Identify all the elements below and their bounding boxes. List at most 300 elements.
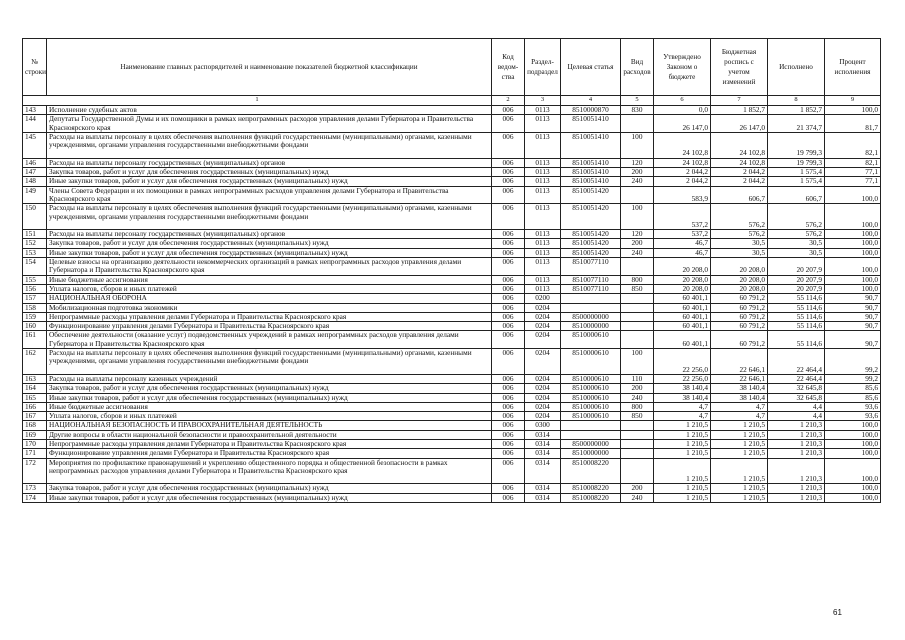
row-name: Исполнение судебных актов [47,106,492,115]
row-number: 151 [23,230,47,239]
budget-list-amount: 4,7 [711,402,768,411]
row-name: Иные бюджетные ассигнования [47,275,492,284]
department-code: 006 [492,439,525,448]
budget-list-amount: 24 102,8 [711,158,768,167]
target-item-code: 8510008220 [561,493,621,502]
section-code: 0204 [525,393,561,402]
table-row [23,275,881,284]
department-code: 006 [492,349,525,375]
row-name: Уплата налогов, сборов и иных платежей [47,412,492,421]
execution-percent: 90,7 [825,322,881,331]
expense-type-code [621,458,654,484]
approved-amount: 1 210,5 [654,484,711,493]
approved-amount: 46,7 [654,248,711,257]
executed-amount: 55 114,6 [768,322,825,331]
budget-list-amount: 60 791,2 [711,322,768,331]
target-item-code: 8510051410 [561,177,621,186]
execution-percent: 100,0 [825,421,881,430]
executed-amount: 19 799,3 [768,158,825,167]
execution-percent: 85,6 [825,384,881,393]
execution-percent: 100,0 [825,239,881,248]
executed-amount: 1 210,3 [768,439,825,448]
table-row [23,106,881,115]
expense-type-code: 800 [621,275,654,284]
department-code: 006 [492,412,525,421]
row-number: 148 [23,177,47,186]
expense-type-code [621,430,654,439]
table-row [23,177,881,186]
department-code: 006 [492,374,525,383]
row-name: Мероприятия по профилактике правонарушений и укреплению общественного порядка и общественной безопасности в рамках непрограммных расходов управления делами Губернатора и Правительства Красноярского края [47,458,492,484]
budget-list-amount: 60 791,2 [711,331,768,349]
table-row [23,186,881,204]
execution-percent: 100,0 [825,275,881,284]
header-approved: Утверждено Законом о бюджете [654,39,711,96]
department-code: 006 [492,484,525,493]
execution-percent: 100,0 [825,449,881,458]
execution-percent: 90,7 [825,303,881,312]
expense-type-code: 240 [621,177,654,186]
table-row [23,284,881,293]
target-item-code: 8510000610 [561,412,621,421]
expense-type-code: 100 [621,349,654,375]
approved-amount: 0,0 [654,106,711,115]
table-row [23,294,881,303]
approved-amount: 46,7 [654,239,711,248]
target-item-code: 8510000610 [561,393,621,402]
execution-percent: 99,2 [825,374,881,383]
execution-percent: 100,0 [825,493,881,502]
expense-type-code [621,303,654,312]
expense-type-code [621,312,654,321]
budget-execution-table-sheet [22,38,880,503]
column-number: 4 [561,96,621,106]
target-item-code [561,294,621,303]
execution-percent: 81,7 [825,115,881,133]
section-code: 0204 [525,384,561,393]
target-item-code [561,303,621,312]
row-number: 167 [23,412,47,421]
row-name: Закупка товаров, работ и услуг для обеспечения государственных (муниципальных) нужд [47,168,492,177]
approved-amount: 2 044,2 [654,168,711,177]
department-code: 006 [492,294,525,303]
budget-list-amount: 1 210,5 [711,430,768,439]
executed-amount: 21 374,7 [768,115,825,133]
section-code: 0204 [525,322,561,331]
row-number: 170 [23,439,47,448]
department-code: 006 [492,458,525,484]
header-target-item: Целевая статья [561,39,621,96]
row-number: 169 [23,430,47,439]
department-code: 006 [492,239,525,248]
row-name: Иные закупки товаров, работ и услуг для обеспечения государственных (муниципальных) нужд [47,493,492,502]
row-number: 152 [23,239,47,248]
target-item-code: 8510000610 [561,402,621,411]
section-code: 0113 [525,168,561,177]
execution-percent: 99,2 [825,349,881,375]
execution-percent: 100,0 [825,204,881,230]
expense-type-code: 850 [621,412,654,421]
column-number: 9 [825,96,881,106]
header-executed: Исполнено [768,39,825,96]
executed-amount: 606,7 [768,186,825,204]
table-row [23,331,881,349]
section-code: 0113 [525,230,561,239]
executed-amount: 55 114,6 [768,294,825,303]
execution-percent: 77,1 [825,168,881,177]
expense-type-code: 830 [621,106,654,115]
approved-amount: 20 208,0 [654,284,711,293]
table-row [23,374,881,383]
executed-amount: 22 464,4 [768,374,825,383]
row-name: Расходы на выплаты персоналу государственных (муниципальных) органов [47,158,492,167]
executed-amount: 1 210,3 [768,493,825,502]
executed-amount: 1 210,3 [768,458,825,484]
approved-amount: 4,7 [654,412,711,421]
expense-type-code: 200 [621,168,654,177]
approved-amount: 537,2 [654,204,711,230]
budget-list-amount: 26 147,0 [711,115,768,133]
budget-list-amount: 1 210,5 [711,493,768,502]
department-code: 006 [492,312,525,321]
execution-percent: 100,0 [825,430,881,439]
expense-type-code: 240 [621,393,654,402]
approved-amount: 1 210,5 [654,493,711,502]
row-number: 149 [23,186,47,204]
section-code: 0314 [525,430,561,439]
executed-amount: 55 114,6 [768,303,825,312]
table-row [23,204,881,230]
section-code: 0314 [525,449,561,458]
row-number: 173 [23,484,47,493]
expense-type-code: 200 [621,239,654,248]
table-row [23,248,881,257]
target-item-code: 8510051410 [561,132,621,158]
section-code: 0113 [525,248,561,257]
department-code: 006 [492,132,525,158]
row-number: 172 [23,458,47,484]
section-code: 0314 [525,439,561,448]
section-code: 0113 [525,239,561,248]
row-number: 161 [23,331,47,349]
section-code: 0204 [525,331,561,349]
approved-amount: 20 208,0 [654,258,711,276]
row-name: Обеспечение деятельности (оказание услуг) подведомственных учреждений в рамках непрограммных расходов управления делами Губернатора и Правительства Красноярского края [47,331,492,349]
budget-list-amount: 30,5 [711,239,768,248]
row-name: Другие вопросы в области национальной безопасности и правоохранительной деятельности [47,430,492,439]
execution-percent: 77,1 [825,177,881,186]
approved-amount: 1 210,5 [654,458,711,484]
row-number: 150 [23,204,47,230]
budget-list-amount: 2 044,2 [711,177,768,186]
section-code: 0113 [525,177,561,186]
row-number: 162 [23,349,47,375]
expense-type-code: 240 [621,248,654,257]
row-name: Расходы на выплаты персоналу в целях обеспечения выполнения функций государственными (муниципальными) органами, казенными учреждениями, органами управления государственными внебюджетными фондами [47,204,492,230]
approved-amount: 1 210,5 [654,421,711,430]
table-row [23,493,881,502]
row-name: Функционирование управления делами Губернатора и Правительства Красноярского края [47,322,492,331]
header-percent: Процент исполнения [825,39,881,96]
section-code: 0113 [525,204,561,230]
target-item-code: 8510077110 [561,275,621,284]
executed-amount: 55 114,6 [768,331,825,349]
row-name: НАЦИОНАЛЬНАЯ БЕЗОПАСНОСТЬ И ПРАВООХРАНИТЕЛЬНАЯ ДЕЯТЕЛЬНОСТЬ [47,421,492,430]
row-name: Иные закупки товаров, работ и услуг для обеспечения государственных (муниципальных) нужд [47,248,492,257]
table-row [23,402,881,411]
expense-type-code: 110 [621,374,654,383]
department-code: 006 [492,322,525,331]
target-item-code: 8510000610 [561,384,621,393]
approved-amount: 60 401,1 [654,294,711,303]
row-name: Расходы на выплаты персоналу в целях обеспечения выполнения функций государственными (муниципальными) органами, казенными учреждениями, органами управления государственными внебюджетными фондами [47,132,492,158]
target-item-code: 8510051420 [561,239,621,248]
table-row [23,312,881,321]
target-item-code: 8510000870 [561,106,621,115]
table-row [23,439,881,448]
department-code: 006 [492,284,525,293]
budget-list-amount: 1 210,5 [711,484,768,493]
executed-amount: 1 210,3 [768,421,825,430]
expense-type-code: 200 [621,484,654,493]
budget-list-amount: 22 646,1 [711,374,768,383]
approved-amount: 38 140,4 [654,393,711,402]
table-row [23,258,881,276]
row-name: Закупка товаров, работ и услуг для обеспечения государственных (муниципальных) нужд [47,239,492,248]
department-code: 006 [492,177,525,186]
execution-percent: 100,0 [825,186,881,204]
budget-list-amount: 606,7 [711,186,768,204]
row-number: 165 [23,393,47,402]
executed-amount: 1 575,4 [768,168,825,177]
expense-type-code: 120 [621,158,654,167]
column-number: 7 [711,96,768,106]
budget-list-amount: 20 208,0 [711,275,768,284]
executed-amount: 1 210,3 [768,449,825,458]
header-department-code: Код ведом-ства [492,39,525,96]
department-code: 006 [492,449,525,458]
department-code: 006 [492,106,525,115]
row-number: 156 [23,284,47,293]
approved-amount: 60 401,1 [654,312,711,321]
row-number: 159 [23,312,47,321]
expense-type-code: 800 [621,402,654,411]
target-item-code: 8510008220 [561,484,621,493]
expense-type-code [621,258,654,276]
expense-type-code [621,115,654,133]
expense-type-code [621,186,654,204]
section-code: 0113 [525,186,561,204]
target-item-code: 8510051410 [561,115,621,133]
section-code: 0113 [525,158,561,167]
target-item-code: 8510051420 [561,204,621,230]
execution-percent: 100,0 [825,106,881,115]
approved-amount: 24 102,8 [654,132,711,158]
row-name: Иные бюджетные ассигнования [47,402,492,411]
department-code: 006 [492,158,525,167]
budget-list-amount: 38 140,4 [711,384,768,393]
budget-list-amount: 1 210,5 [711,421,768,430]
execution-percent: 82,1 [825,132,881,158]
section-code: 0314 [525,493,561,502]
header-expense-type: Вид расходов [621,39,654,96]
table-header-row [23,39,881,96]
department-code: 006 [492,275,525,284]
budget-list-amount: 22 646,1 [711,349,768,375]
budget-list-amount: 30,5 [711,248,768,257]
department-code: 006 [492,384,525,393]
row-name: Уплата налогов, сборов и иных платежей [47,284,492,293]
row-number: 155 [23,275,47,284]
execution-percent: 85,6 [825,393,881,402]
section-code: 0204 [525,312,561,321]
page-number: 61 [833,608,842,617]
approved-amount: 60 401,1 [654,303,711,312]
expense-type-code: 850 [621,284,654,293]
department-code: 006 [492,168,525,177]
target-item-code: 8510000000 [561,322,621,331]
table-row [23,349,881,375]
executed-amount: 576,2 [768,230,825,239]
target-item-code: 8510000000 [561,449,621,458]
row-name: Расходы на выплаты персоналу казенных учреждений [47,374,492,383]
approved-amount: 4,7 [654,402,711,411]
department-code: 006 [492,115,525,133]
executed-amount: 55 114,6 [768,312,825,321]
target-item-code [561,421,621,430]
table-row [23,230,881,239]
section-code: 0113 [525,258,561,276]
header-name: Наименование главных распорядителей и наименование показателей бюджетной классификации [47,39,492,96]
executed-amount: 32 645,8 [768,393,825,402]
section-code: 0113 [525,284,561,293]
table-row [23,449,881,458]
column-number: 6 [654,96,711,106]
budget-list-amount: 1 210,5 [711,449,768,458]
column-number: 2 [492,96,525,106]
section-code: 0204 [525,374,561,383]
execution-percent: 100,0 [825,458,881,484]
target-item-code: 8510051410 [561,158,621,167]
table-row [23,384,881,393]
executed-amount: 20 207,9 [768,258,825,276]
execution-percent: 100,0 [825,258,881,276]
table-row [23,132,881,158]
budget-list-amount: 576,2 [711,230,768,239]
budget-list-amount: 20 208,0 [711,258,768,276]
target-item-code: 8510051420 [561,230,621,239]
expense-type-code: 120 [621,230,654,239]
executed-amount: 1 575,4 [768,177,825,186]
row-number: 166 [23,402,47,411]
row-number: 160 [23,322,47,331]
budget-list-amount: 1 852,7 [711,106,768,115]
section-code: 0113 [525,115,561,133]
expense-type-code: 240 [621,493,654,502]
row-name: Иные закупки товаров, работ и услуг для обеспечения государственных (муниципальных) нужд [47,393,492,402]
budget-list-amount: 60 791,2 [711,303,768,312]
budget-list-amount: 24 102,8 [711,132,768,158]
row-name: Целевые взносы на организацию деятельности некоммерческих организаций в рамках непрограммных расходов управления делами Губернатора и Правительства Красноярского края [47,258,492,276]
execution-percent: 100,0 [825,484,881,493]
table-row [23,168,881,177]
row-number: 145 [23,132,47,158]
target-item-code: 8510000610 [561,374,621,383]
expense-type-code [621,439,654,448]
execution-percent: 90,7 [825,312,881,321]
section-code: 0204 [525,349,561,375]
department-code: 006 [492,331,525,349]
target-item-code: 8510000610 [561,331,621,349]
row-number: 146 [23,158,47,167]
budget-execution-table [22,38,881,503]
execution-percent: 100,0 [825,230,881,239]
row-number: 164 [23,384,47,393]
executed-amount: 32 645,8 [768,384,825,393]
expense-type-code [621,331,654,349]
table-row [23,158,881,167]
target-item-code: 8510000610 [561,349,621,375]
execution-percent: 82,1 [825,158,881,167]
table-row [23,484,881,493]
execution-percent: 100,0 [825,248,881,257]
header-budget-list: Бюджетная роспись с учетом изменений [711,39,768,96]
budget-list-amount: 60 791,2 [711,312,768,321]
executed-amount: 22 464,4 [768,349,825,375]
row-number: 147 [23,168,47,177]
section-code: 0113 [525,275,561,284]
department-code: 006 [492,230,525,239]
target-item-code: 8510008220 [561,458,621,484]
executed-amount: 20 207,9 [768,284,825,293]
row-name: Расходы на выплаты персоналу в целях обеспечения выполнения функций государственными (муниципальными) органами, казенными учреждениями, органами управления государственными внебюджетными фондами [47,349,492,375]
expense-type-code [621,294,654,303]
target-item-code: 8510051410 [561,168,621,177]
row-number: 171 [23,449,47,458]
section-code: 0113 [525,132,561,158]
target-item-code: 8510077110 [561,284,621,293]
table-row [23,239,881,248]
target-item-code: 8510051420 [561,248,621,257]
row-number: 168 [23,421,47,430]
table-row [23,430,881,439]
approved-amount: 1 210,5 [654,430,711,439]
column-number: 8 [768,96,825,106]
target-item-code: 8500000000 [561,312,621,321]
row-name: Закупка товаров, работ и услуг для обеспечения государственных (муниципальных) нужд [47,484,492,493]
approved-amount: 1 210,5 [654,449,711,458]
expense-type-code: 100 [621,132,654,158]
expense-type-code: 100 [621,204,654,230]
row-number: 143 [23,106,47,115]
section-code: 0314 [525,484,561,493]
approved-amount: 22 256,0 [654,349,711,375]
expense-type-code [621,322,654,331]
section-code: 0204 [525,402,561,411]
row-name: Депутаты Государственной Думы и их помощники в рамках непрограммных расходов управления делами Губернатора и Правительства Красноярского края [47,115,492,133]
approved-amount: 38 140,4 [654,384,711,393]
department-code: 006 [492,248,525,257]
row-name: Члены Совета Федерации и их помощники в рамках непрограммных расходов управления делами Губернатора и Правительства Красноярского края [47,186,492,204]
row-name: НАЦИОНАЛЬНАЯ ОБОРОНА [47,294,492,303]
row-name: Иные закупки товаров, работ и услуг для обеспечения государственных (муниципальных) нужд [47,177,492,186]
budget-list-amount: 1 210,5 [711,439,768,448]
target-item-code [561,430,621,439]
approved-amount: 583,9 [654,186,711,204]
row-name: Закупка товаров, работ и услуг для обеспечения государственных (муниципальных) нужд [47,384,492,393]
approved-amount: 26 147,0 [654,115,711,133]
section-code: 0204 [525,303,561,312]
